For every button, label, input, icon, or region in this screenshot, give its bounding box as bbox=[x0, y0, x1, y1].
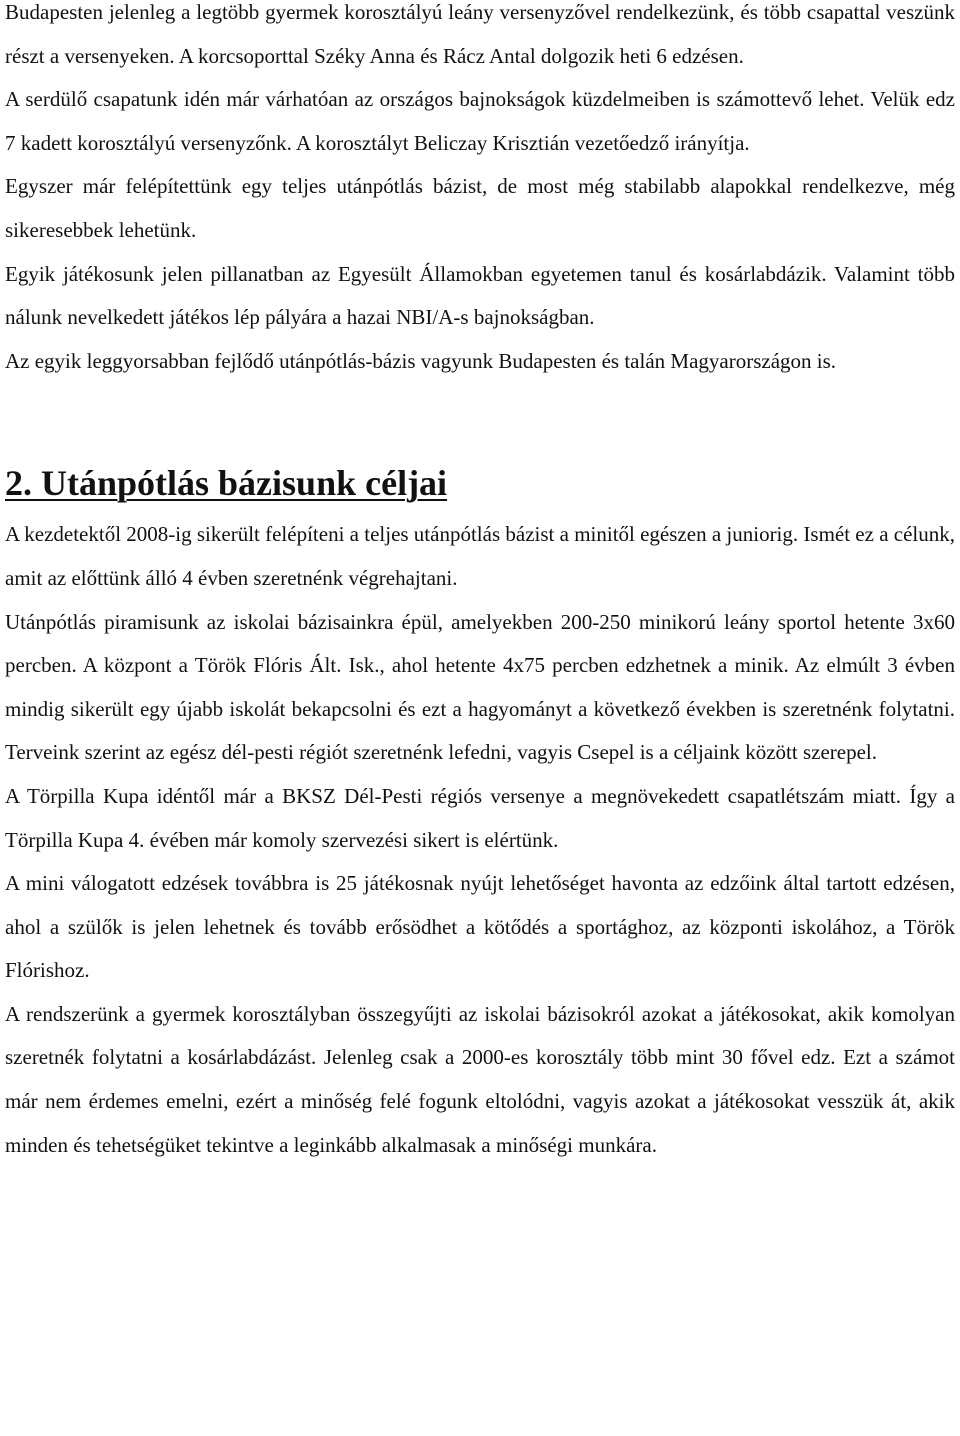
section-paragraph-1: A kezdetektől 2008-ig sikerült felépíteni a teljes utánpótlás bázist a minitől egészen a juniorig. Ismét ez a célunk, amit az előttünk álló 4 évben szeretnénk végrehajtani. bbox=[5, 522, 955, 590]
spacer bbox=[5, 503, 955, 513]
intro-paragraph-1: Budapesten jelenleg a legtöbb gyermek korosztályú leány versenyzővel rendelkezünk, és több csapattal veszünk részt a versenyeken. A korcsoporttal Széky Anna és Rácz Antal dolgozik heti 6 edzésen. bbox=[5, 0, 955, 68]
section-paragraph-4: A mini válogatott edzések továbbra is 25 játékosnak nyújt lehetőséget havonta az edzőink által tartott edzésen, ahol a szülők is jelen lehetnek és tovább erősödhet a kötődés a sportághoz, az központi iskolához, a Török Flórishoz. bbox=[5, 871, 955, 983]
intro-section bbox=[5, 0, 955, 383]
intro-paragraph-5: Az egyik leggyorsabban fejlődő utánpótlás-bázis vagyunk Budapesten és talán Magyarországon is. bbox=[5, 348, 837, 373]
section-heading: 2. Utánpótlás bázisunk céljai bbox=[5, 463, 448, 504]
section-body bbox=[5, 513, 955, 1167]
section-paragraph-2: Utánpótlás piramisunk az iskolai bázisainkra épül, amelyekben 200-250 minikorú leány sportol hetente 3x60 percben. A központ a Török Flóris Ált. Isk., ahol hetente 4x75 percben edzhetnek a minik. Az elmúlt 3 évben mindig sikerült egy újabb iskolát bekapcsolni és ezt a hagyományt a következő években is szeretnénk folytatni. Terveink szerint az egész dél-pesti régiót szeretnénk lefedni, vagyis Csepel is a céljaink között szerepel. bbox=[5, 609, 955, 765]
spacer bbox=[5, 383, 955, 463]
intro-paragraph-2: A serdülő csapatunk idén már várhatóan az országos bajnokságok küzdelmeiben is számottevő lehet. Velük edz 7 kadett korosztályú versenyzőnk. A korosztályt Beliczay Krisztián vezetőedző irányítja. bbox=[5, 87, 955, 155]
section-paragraph-3: A Törpilla Kupa idéntől már a BKSZ Dél-Pesti régiós versenye a megnövekedett csapatlétszám miatt. Így a Törpilla Kupa 4. évében már komoly szervezési sikert is elértünk. bbox=[5, 783, 955, 852]
intro-paragraph-4: Egyik játékosunk jelen pillanatban az Egyesült Államokban egyetemen tanul és kosárlabdázik. Valamint több nálunk nevelkedett játékos lép pályára a hazai NBI/A-s bajnokságban. bbox=[5, 261, 955, 330]
document-page bbox=[5, 0, 955, 1167]
intro-paragraph-3: Egyszer már felépítettünk egy teljes utánpótlás bázist, de most még stabilabb alapokkal rendelkezve, még sikeresebbek lehetünk. bbox=[5, 174, 955, 242]
section-paragraph-5: A rendszerünk a gyermek korosztályban összegyűjti az iskolai bázisokról azokat a játékosokat, akik komolyan szeretnék folytatni a kosárlabdázást. Jelenleg csak a 2000-es korosztály több mint 30 fővel edz. Ezt a számot már nem érdemes emelni, ezért a minőség felé fogunk eltolódni, vagyis azokat a játékosokat vesszük át, akik minden és tehetségüket tekintve a leginkább alkalmasak a minőségi munkára. bbox=[5, 1001, 955, 1157]
